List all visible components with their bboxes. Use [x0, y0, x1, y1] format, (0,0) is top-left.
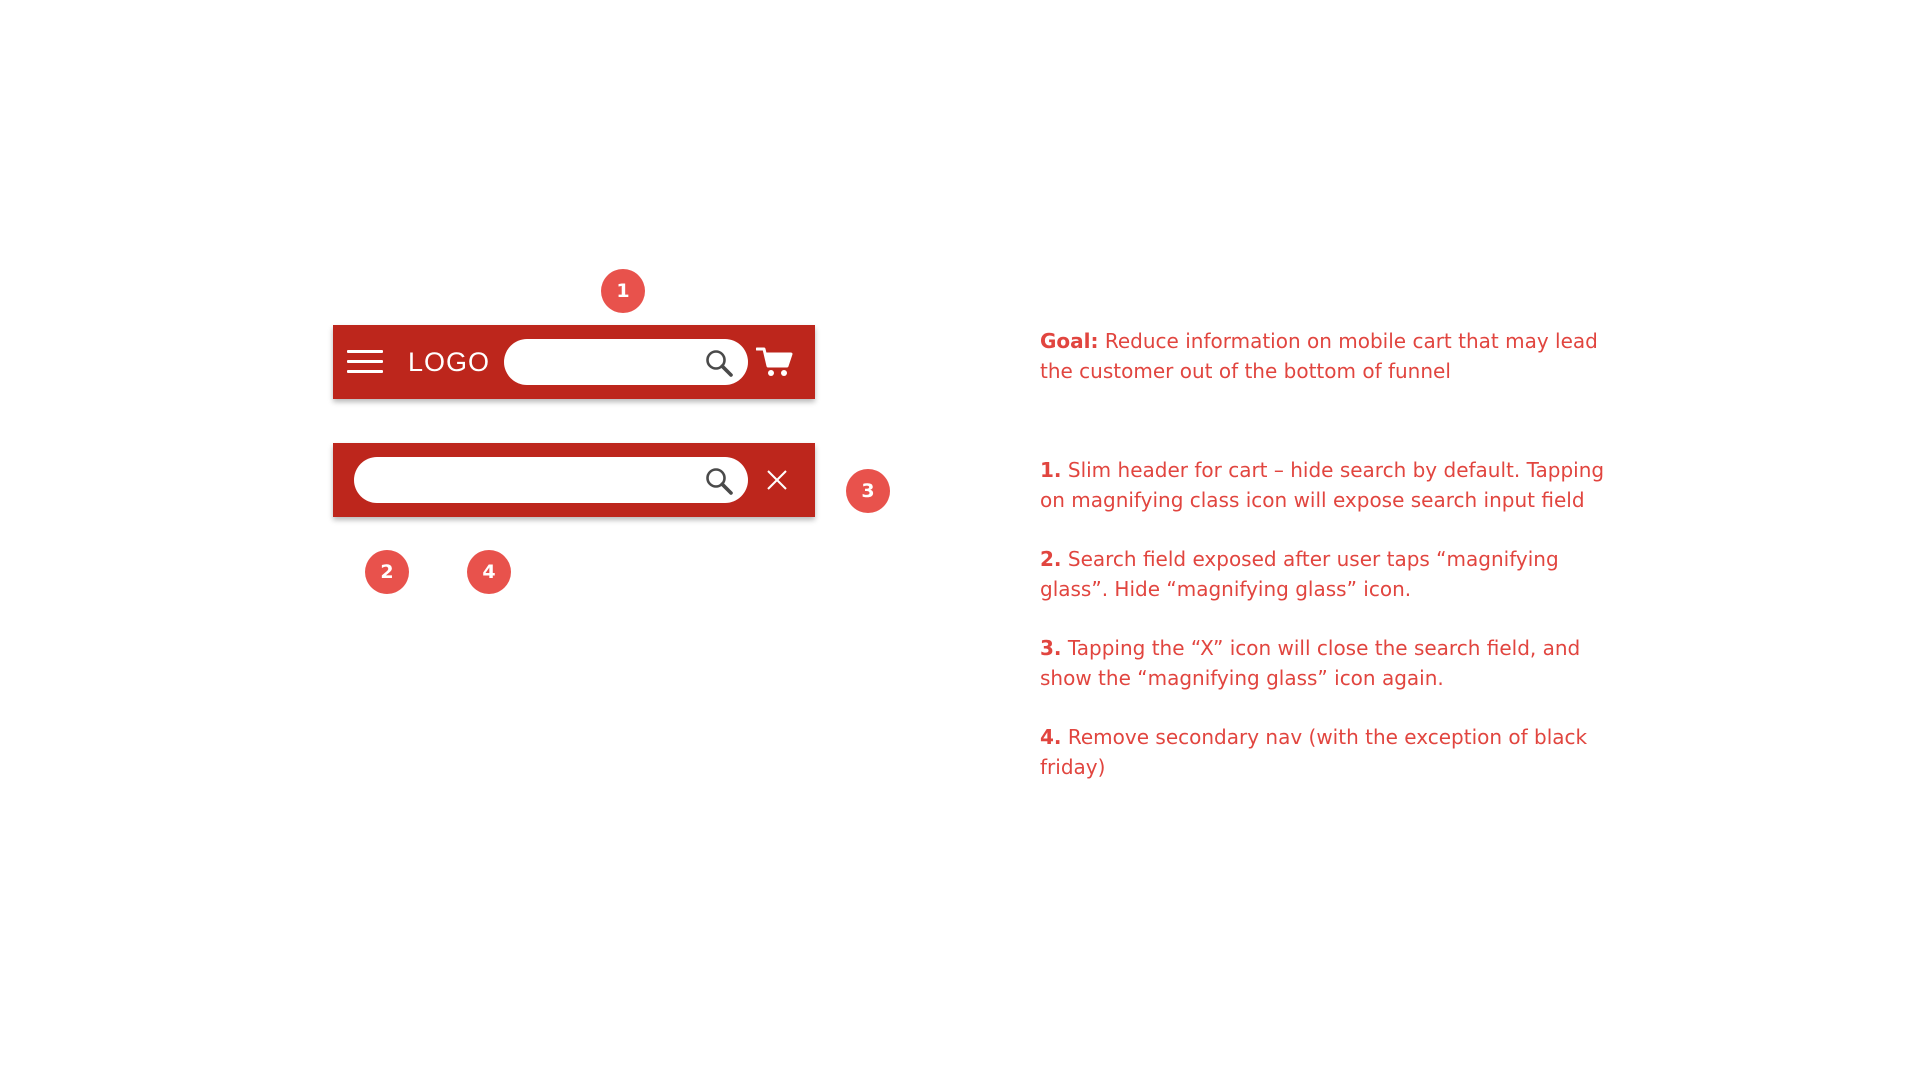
- menu-icon[interactable]: [347, 350, 383, 374]
- note-4-text: Remove secondary nav (with the exception of black friday): [1040, 725, 1588, 779]
- search-input-expanded[interactable]: [372, 465, 692, 495]
- note-3-text: Tapping the “X” icon will close the search field, and show the “magnifying glass” icon again.: [1040, 636, 1581, 690]
- cart-icon[interactable]: [756, 345, 794, 379]
- search-field-expanded: [354, 457, 748, 503]
- close-icon[interactable]: [765, 468, 789, 492]
- note-2-text: Search field exposed after user taps “magnifying glass”. Hide “magnifying glass” icon.: [1040, 547, 1559, 601]
- note-3: [1040, 633, 1620, 693]
- note-1: [1040, 455, 1620, 515]
- note-2-label: 2.: [1040, 547, 1062, 571]
- search-icon[interactable]: [704, 348, 734, 378]
- note-3-label: 3.: [1040, 636, 1062, 660]
- logo[interactable]: LOGO: [408, 347, 491, 377]
- search-input[interactable]: [522, 347, 692, 377]
- goal-label: Goal:: [1040, 329, 1099, 353]
- goal-text: Reduce information on mobile cart that may lead the customer out of the bottom of funnel: [1040, 329, 1598, 383]
- goal-note: [1040, 326, 1620, 386]
- mobile-header-default: [333, 325, 815, 399]
- mobile-header-search-open: [333, 443, 815, 517]
- note-4-label: 4.: [1040, 725, 1062, 749]
- search-field: [504, 339, 748, 385]
- annotation-badge-1: 1: [601, 269, 645, 313]
- annotation-badge-4: 4: [467, 550, 511, 594]
- annotation-badge-2: 2: [365, 550, 409, 594]
- note-1-text: Slim header for cart – hide search by default. Tapping on magnifying class icon will expose search input field: [1040, 458, 1605, 512]
- note-4: [1040, 722, 1620, 782]
- annotation-notes: [1040, 326, 1620, 811]
- note-2: [1040, 544, 1620, 604]
- note-1-label: 1.: [1040, 458, 1062, 482]
- annotation-badge-3: 3: [846, 469, 890, 513]
- search-icon[interactable]: [704, 466, 734, 496]
